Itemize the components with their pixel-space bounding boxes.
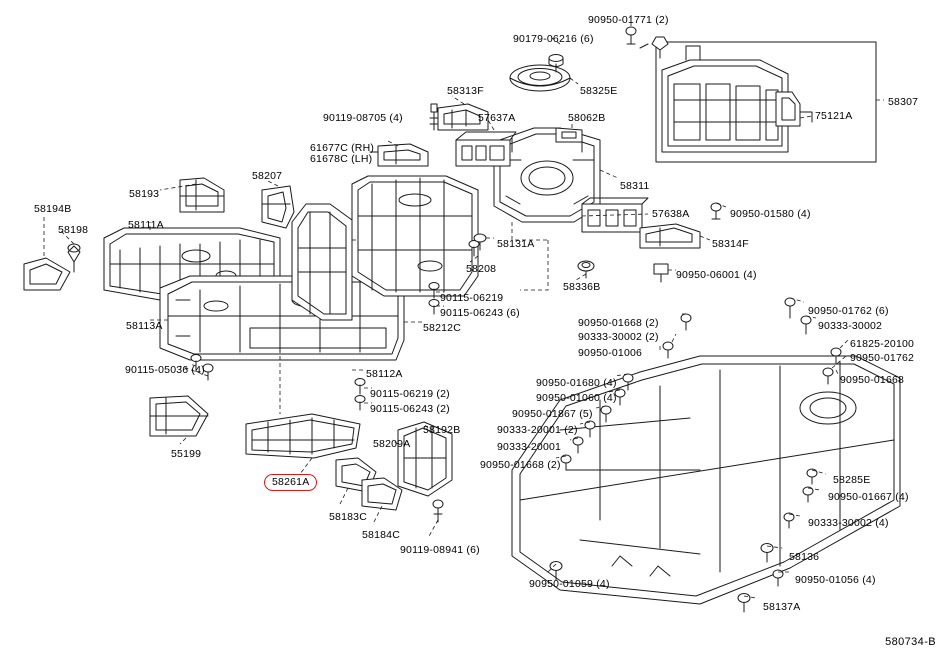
- label-90115-06243: 90115-06243 (6): [440, 307, 520, 319]
- fastener-90950-01771: [626, 27, 668, 58]
- label-58207: 58207: [252, 170, 283, 182]
- part-58193-group: [180, 178, 224, 212]
- label-58131A: 58131A: [497, 238, 535, 250]
- label-90950-01771: 90950-01771 (2): [588, 14, 669, 26]
- label-58136: 58136: [789, 551, 820, 563]
- label-90119-08941: 90119-08941 (6): [400, 544, 480, 556]
- label-61825-20100: 61825-20100: [850, 338, 915, 350]
- label-90950-01668: 90950-01668: [840, 374, 905, 386]
- label-58311: 58311: [620, 180, 650, 192]
- label-57638A: 57638A: [652, 208, 690, 220]
- label-75121A: 75121A: [815, 110, 853, 122]
- label-90950-01668-bottom: 90950-01668 (2): [480, 459, 561, 471]
- label-90950-01580: 90950-01580 (4): [730, 208, 811, 220]
- part-61677C-group: [370, 144, 428, 166]
- label-90333-20001-2: 90333-20001 (2): [497, 424, 578, 436]
- label-58184C: 58184C: [362, 529, 400, 541]
- fastener-90950-06001: [654, 264, 668, 282]
- label-58183C: 58183C: [329, 511, 367, 523]
- label-58336B: 58336B: [563, 281, 601, 293]
- label-58208: 58208: [466, 263, 497, 275]
- label-58307: 58307: [888, 96, 919, 108]
- part-58207-group: [262, 186, 294, 228]
- label-58193: 58193: [129, 188, 160, 200]
- part-58307-group: [656, 42, 876, 162]
- label-58062B: 58062B: [568, 112, 606, 124]
- label-90950-01762-6: 90950-01762 (6): [808, 305, 889, 317]
- label-55199: 55199: [171, 448, 202, 460]
- part-55199-group: [150, 396, 208, 436]
- label-90950-01867: 90950-01867 (5): [512, 408, 593, 420]
- label-58313F: 58313F: [447, 85, 484, 97]
- part-58208-group: [292, 204, 352, 320]
- label-61677C-rh: 61677C (RH): [310, 142, 375, 154]
- part-58261A-group: [246, 414, 360, 458]
- part-58062B-group: [556, 128, 582, 142]
- part-58336B-group: [578, 261, 594, 278]
- label-58113A: 58113A: [126, 320, 163, 332]
- label-90115-06243-2: 90115-06243 (2): [370, 403, 450, 415]
- label-90950-01680: 90950-01680 (4): [536, 377, 617, 389]
- label-90950-01667: 90950-01667 (4): [828, 491, 909, 503]
- label-58194B: 58194B: [34, 203, 72, 215]
- diagram-footer-code: 580734-B: [885, 636, 936, 648]
- label-58325E: 58325E: [580, 85, 618, 97]
- label-58192B: 58192B: [423, 424, 461, 436]
- label-90333-20001: 90333-20001: [497, 441, 562, 453]
- label-90119-08705: 90119-08705 (4): [323, 112, 403, 124]
- label-90950-01006: 90950-01006: [578, 347, 643, 359]
- label-90115-05036: 90115-05036 (4): [125, 364, 205, 376]
- label-90950-01060: 90950-01060 (4): [536, 392, 617, 404]
- part-58113A-group: [160, 276, 404, 360]
- label-90333-30002-4: 90333-30002 (4): [808, 517, 889, 529]
- label-90950-06001: 90950-06001 (4): [676, 269, 757, 281]
- label-90333-30002-2: 90333-30002 (2): [578, 331, 659, 343]
- label-58198: 58198: [58, 224, 89, 236]
- label-58261A-highlighted[interactable]: 58261A: [264, 474, 317, 491]
- fastener-90119-08941: [433, 500, 443, 522]
- label-58285E: 58285E: [833, 474, 871, 486]
- label-58212C: 58212C: [423, 322, 461, 334]
- part-58194B-group: [24, 244, 80, 290]
- label-90333-30002: 90333-30002: [818, 320, 883, 332]
- fastener-90950-01580: [711, 203, 721, 219]
- part-58208-right-group: [352, 176, 478, 296]
- label-90115-06219-2: 90115-06219 (2): [370, 388, 450, 400]
- part-58184C-group: [362, 478, 402, 510]
- fastener-90119-08705: [430, 104, 438, 130]
- label-57637A: 57637A: [478, 112, 516, 124]
- label-58314F: 58314F: [712, 238, 749, 250]
- label-61678C-lh: 61678C (LH): [310, 153, 373, 165]
- label-90950-01056: 90950-01056 (4): [795, 574, 876, 586]
- label-90950-01668-2: 90950-01668 (2): [578, 317, 659, 329]
- label-90950-01059: 90950-01059 (4): [529, 578, 610, 590]
- label-58112A: 58112A: [366, 368, 403, 380]
- label-90179-06216: 90179-06216 (6): [513, 33, 594, 45]
- label-90950-01762: 90950-01762: [850, 352, 915, 364]
- part-58314F-group: [640, 224, 700, 248]
- label-58111A: 58111A: [128, 219, 164, 231]
- part-58325E-group: [510, 65, 570, 91]
- label-90115-06219: 90115-06219: [440, 292, 504, 304]
- label-58209A: 58209A: [373, 438, 411, 450]
- label-58137A: 58137A: [763, 601, 801, 613]
